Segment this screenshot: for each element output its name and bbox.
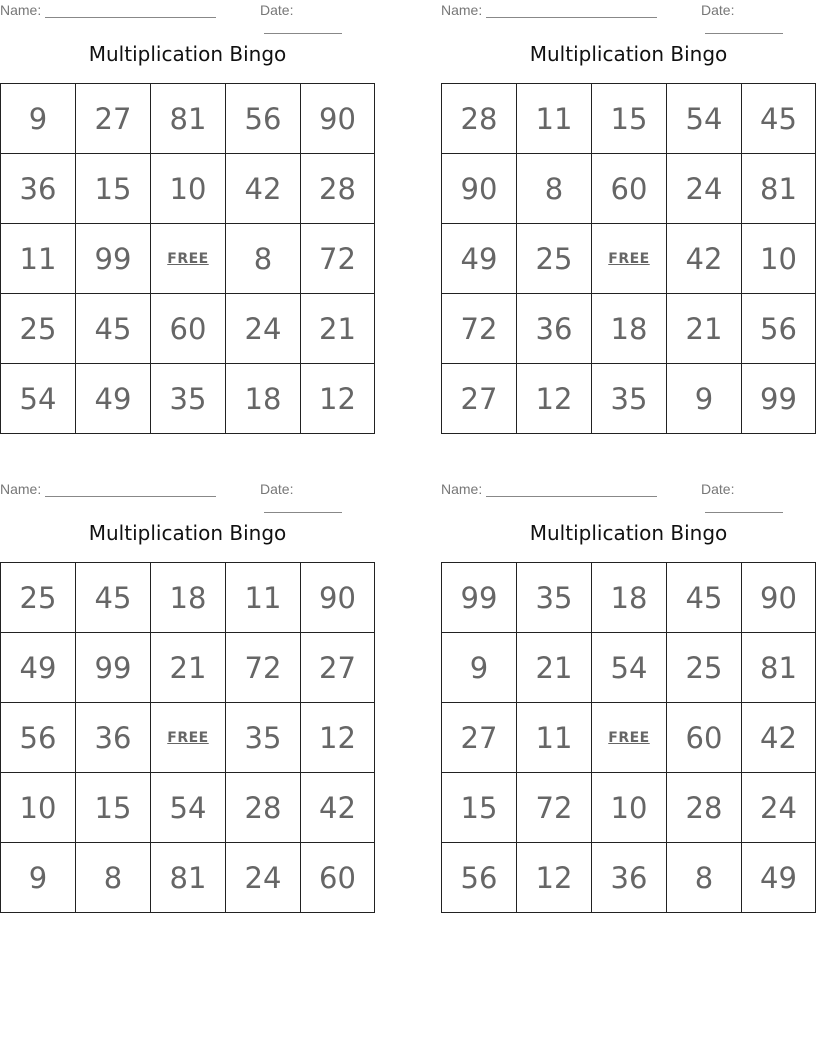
bingo-cell: 11 — [226, 563, 301, 633]
bingo-cell: 49 — [442, 224, 517, 294]
bingo-cell: 42 — [742, 703, 816, 773]
free-space-cell — [151, 703, 226, 773]
date-blank-line[interactable] — [264, 498, 342, 513]
bingo-cell: 99 — [442, 563, 517, 633]
bingo-cell: 10 — [151, 154, 226, 224]
bingo-card-4 — [441, 479, 816, 895]
name-label: Name: — [441, 2, 483, 18]
date-blank-line[interactable] — [264, 19, 342, 34]
bingo-cell: 21 — [301, 294, 375, 364]
bingo-cell: 15 — [592, 84, 667, 154]
bingo-cell: 72 — [226, 633, 301, 703]
bingo-cell: 18 — [151, 563, 226, 633]
bingo-cell: 90 — [301, 563, 375, 633]
bingo-cell: 35 — [592, 364, 667, 434]
bingo-cell: 25 — [1, 294, 76, 364]
bingo-cell: 28 — [667, 773, 742, 843]
date-blank-line[interactable] — [705, 19, 783, 34]
bingo-cell: 15 — [442, 773, 517, 843]
bingo-cell: 12 — [301, 703, 375, 773]
card-header — [0, 0, 375, 22]
bingo-cell: 24 — [226, 843, 301, 913]
bingo-cell: 11 — [517, 84, 592, 154]
bingo-cell: 42 — [301, 773, 375, 843]
bingo-grid — [0, 562, 375, 913]
bingo-cell: 56 — [742, 294, 816, 364]
bingo-cell: 36 — [1, 154, 76, 224]
name-blank-line[interactable] — [45, 3, 216, 18]
bingo-cell: 72 — [301, 224, 375, 294]
bingo-cell: 18 — [592, 563, 667, 633]
name-label: Name: — [441, 481, 483, 497]
card-header — [441, 0, 816, 22]
bingo-cell: 35 — [517, 563, 592, 633]
bingo-cell: 8 — [76, 843, 151, 913]
bingo-cell: 60 — [301, 843, 375, 913]
bingo-cell: 49 — [76, 364, 151, 434]
name-blank-line[interactable] — [45, 482, 216, 497]
bingo-cell: 15 — [76, 154, 151, 224]
date-label: Date: — [260, 481, 294, 497]
bingo-cell: 24 — [226, 294, 301, 364]
bingo-cell: 12 — [517, 364, 592, 434]
bingo-cell: 12 — [301, 364, 375, 434]
date-field — [260, 2, 375, 34]
bingo-cell: 56 — [226, 84, 301, 154]
free-space-label: FREE — [608, 250, 650, 267]
bingo-cell: 27 — [442, 703, 517, 773]
bingo-cell: 21 — [151, 633, 226, 703]
name-label: Name: — [0, 481, 42, 497]
bingo-cell: 10 — [1, 773, 76, 843]
bingo-cell: 56 — [1, 703, 76, 773]
bingo-cell: 90 — [742, 563, 816, 633]
bingo-cell: 81 — [742, 154, 816, 224]
bingo-cell: 49 — [742, 843, 816, 913]
card-header — [0, 479, 375, 501]
bingo-cell: 9 — [667, 364, 742, 434]
bingo-cell: 24 — [742, 773, 816, 843]
free-space-cell — [592, 224, 667, 294]
bingo-cell: 45 — [76, 563, 151, 633]
bingo-card-1 — [0, 0, 375, 416]
bingo-cell: 12 — [517, 843, 592, 913]
bingo-cell: 99 — [76, 224, 151, 294]
bingo-cell: 18 — [592, 294, 667, 364]
bingo-cell: 81 — [151, 843, 226, 913]
free-space-label: FREE — [608, 729, 650, 746]
bingo-cell: 42 — [226, 154, 301, 224]
bingo-cell: 45 — [667, 563, 742, 633]
bingo-cell: 36 — [76, 703, 151, 773]
bingo-cell: 11 — [1, 224, 76, 294]
bingo-cell: 49 — [1, 633, 76, 703]
name-blank-line[interactable] — [486, 482, 657, 497]
date-label: Date: — [701, 2, 735, 18]
bingo-card-2 — [441, 0, 816, 416]
bingo-cell: 9 — [442, 633, 517, 703]
bingo-cell: 56 — [442, 843, 517, 913]
bingo-grid — [441, 562, 816, 913]
bingo-cell: 25 — [1, 563, 76, 633]
bingo-cell: 72 — [517, 773, 592, 843]
free-space-label: FREE — [167, 729, 209, 746]
card-title: Multiplication Bingo — [88, 42, 287, 66]
date-label: Date: — [260, 2, 294, 18]
bingo-cell: 90 — [301, 84, 375, 154]
bingo-cell: 45 — [742, 84, 816, 154]
bingo-cell: 36 — [517, 294, 592, 364]
card-title: Multiplication Bingo — [88, 521, 287, 545]
bingo-cell: 27 — [442, 364, 517, 434]
bingo-cell: 25 — [667, 633, 742, 703]
bingo-cell: 8 — [667, 843, 742, 913]
name-field — [0, 2, 216, 18]
bingo-cell: 54 — [151, 773, 226, 843]
name-field — [441, 2, 657, 18]
bingo-cell: 15 — [76, 773, 151, 843]
bingo-cell: 21 — [517, 633, 592, 703]
card-title: Multiplication Bingo — [529, 42, 728, 66]
date-label: Date: — [701, 481, 735, 497]
bingo-cell: 60 — [592, 154, 667, 224]
date-field — [701, 481, 816, 513]
bingo-cell: 27 — [76, 84, 151, 154]
bingo-cell: 11 — [517, 703, 592, 773]
date-field — [701, 2, 816, 34]
bingo-cell: 25 — [517, 224, 592, 294]
name-field — [441, 481, 657, 497]
name-label: Name: — [0, 2, 42, 18]
bingo-cell: 81 — [742, 633, 816, 703]
date-blank-line[interactable] — [705, 498, 783, 513]
bingo-card-3 — [0, 479, 375, 895]
bingo-cell: 60 — [151, 294, 226, 364]
bingo-cell: 9 — [1, 843, 76, 913]
bingo-cell: 10 — [592, 773, 667, 843]
bingo-grid — [0, 83, 375, 434]
bingo-cell: 28 — [301, 154, 375, 224]
card-title: Multiplication Bingo — [529, 521, 728, 545]
bingo-cell: 8 — [226, 224, 301, 294]
card-header — [441, 479, 816, 501]
bingo-cell: 72 — [442, 294, 517, 364]
bingo-cell: 28 — [226, 773, 301, 843]
bingo-cell: 35 — [226, 703, 301, 773]
free-space-cell — [592, 703, 667, 773]
name-field — [0, 481, 216, 497]
bingo-cell: 8 — [517, 154, 592, 224]
bingo-cell: 90 — [442, 154, 517, 224]
bingo-cell: 54 — [592, 633, 667, 703]
bingo-cell: 28 — [442, 84, 517, 154]
name-blank-line[interactable] — [486, 3, 657, 18]
bingo-cell: 36 — [592, 843, 667, 913]
bingo-cell: 24 — [667, 154, 742, 224]
bingo-cell: 81 — [151, 84, 226, 154]
bingo-cell: 10 — [742, 224, 816, 294]
bingo-cell: 27 — [301, 633, 375, 703]
bingo-cell: 99 — [742, 364, 816, 434]
free-space-cell — [151, 224, 226, 294]
bingo-cell: 42 — [667, 224, 742, 294]
bingo-cell: 9 — [1, 84, 76, 154]
free-space-label: FREE — [167, 250, 209, 267]
bingo-cell: 45 — [76, 294, 151, 364]
bingo-cell: 18 — [226, 364, 301, 434]
bingo-cell: 35 — [151, 364, 226, 434]
date-field — [260, 481, 375, 513]
bingo-grid — [441, 83, 816, 434]
bingo-cell: 21 — [667, 294, 742, 364]
bingo-cell: 60 — [667, 703, 742, 773]
bingo-cell: 54 — [1, 364, 76, 434]
bingo-cell: 99 — [76, 633, 151, 703]
bingo-cell: 54 — [667, 84, 742, 154]
